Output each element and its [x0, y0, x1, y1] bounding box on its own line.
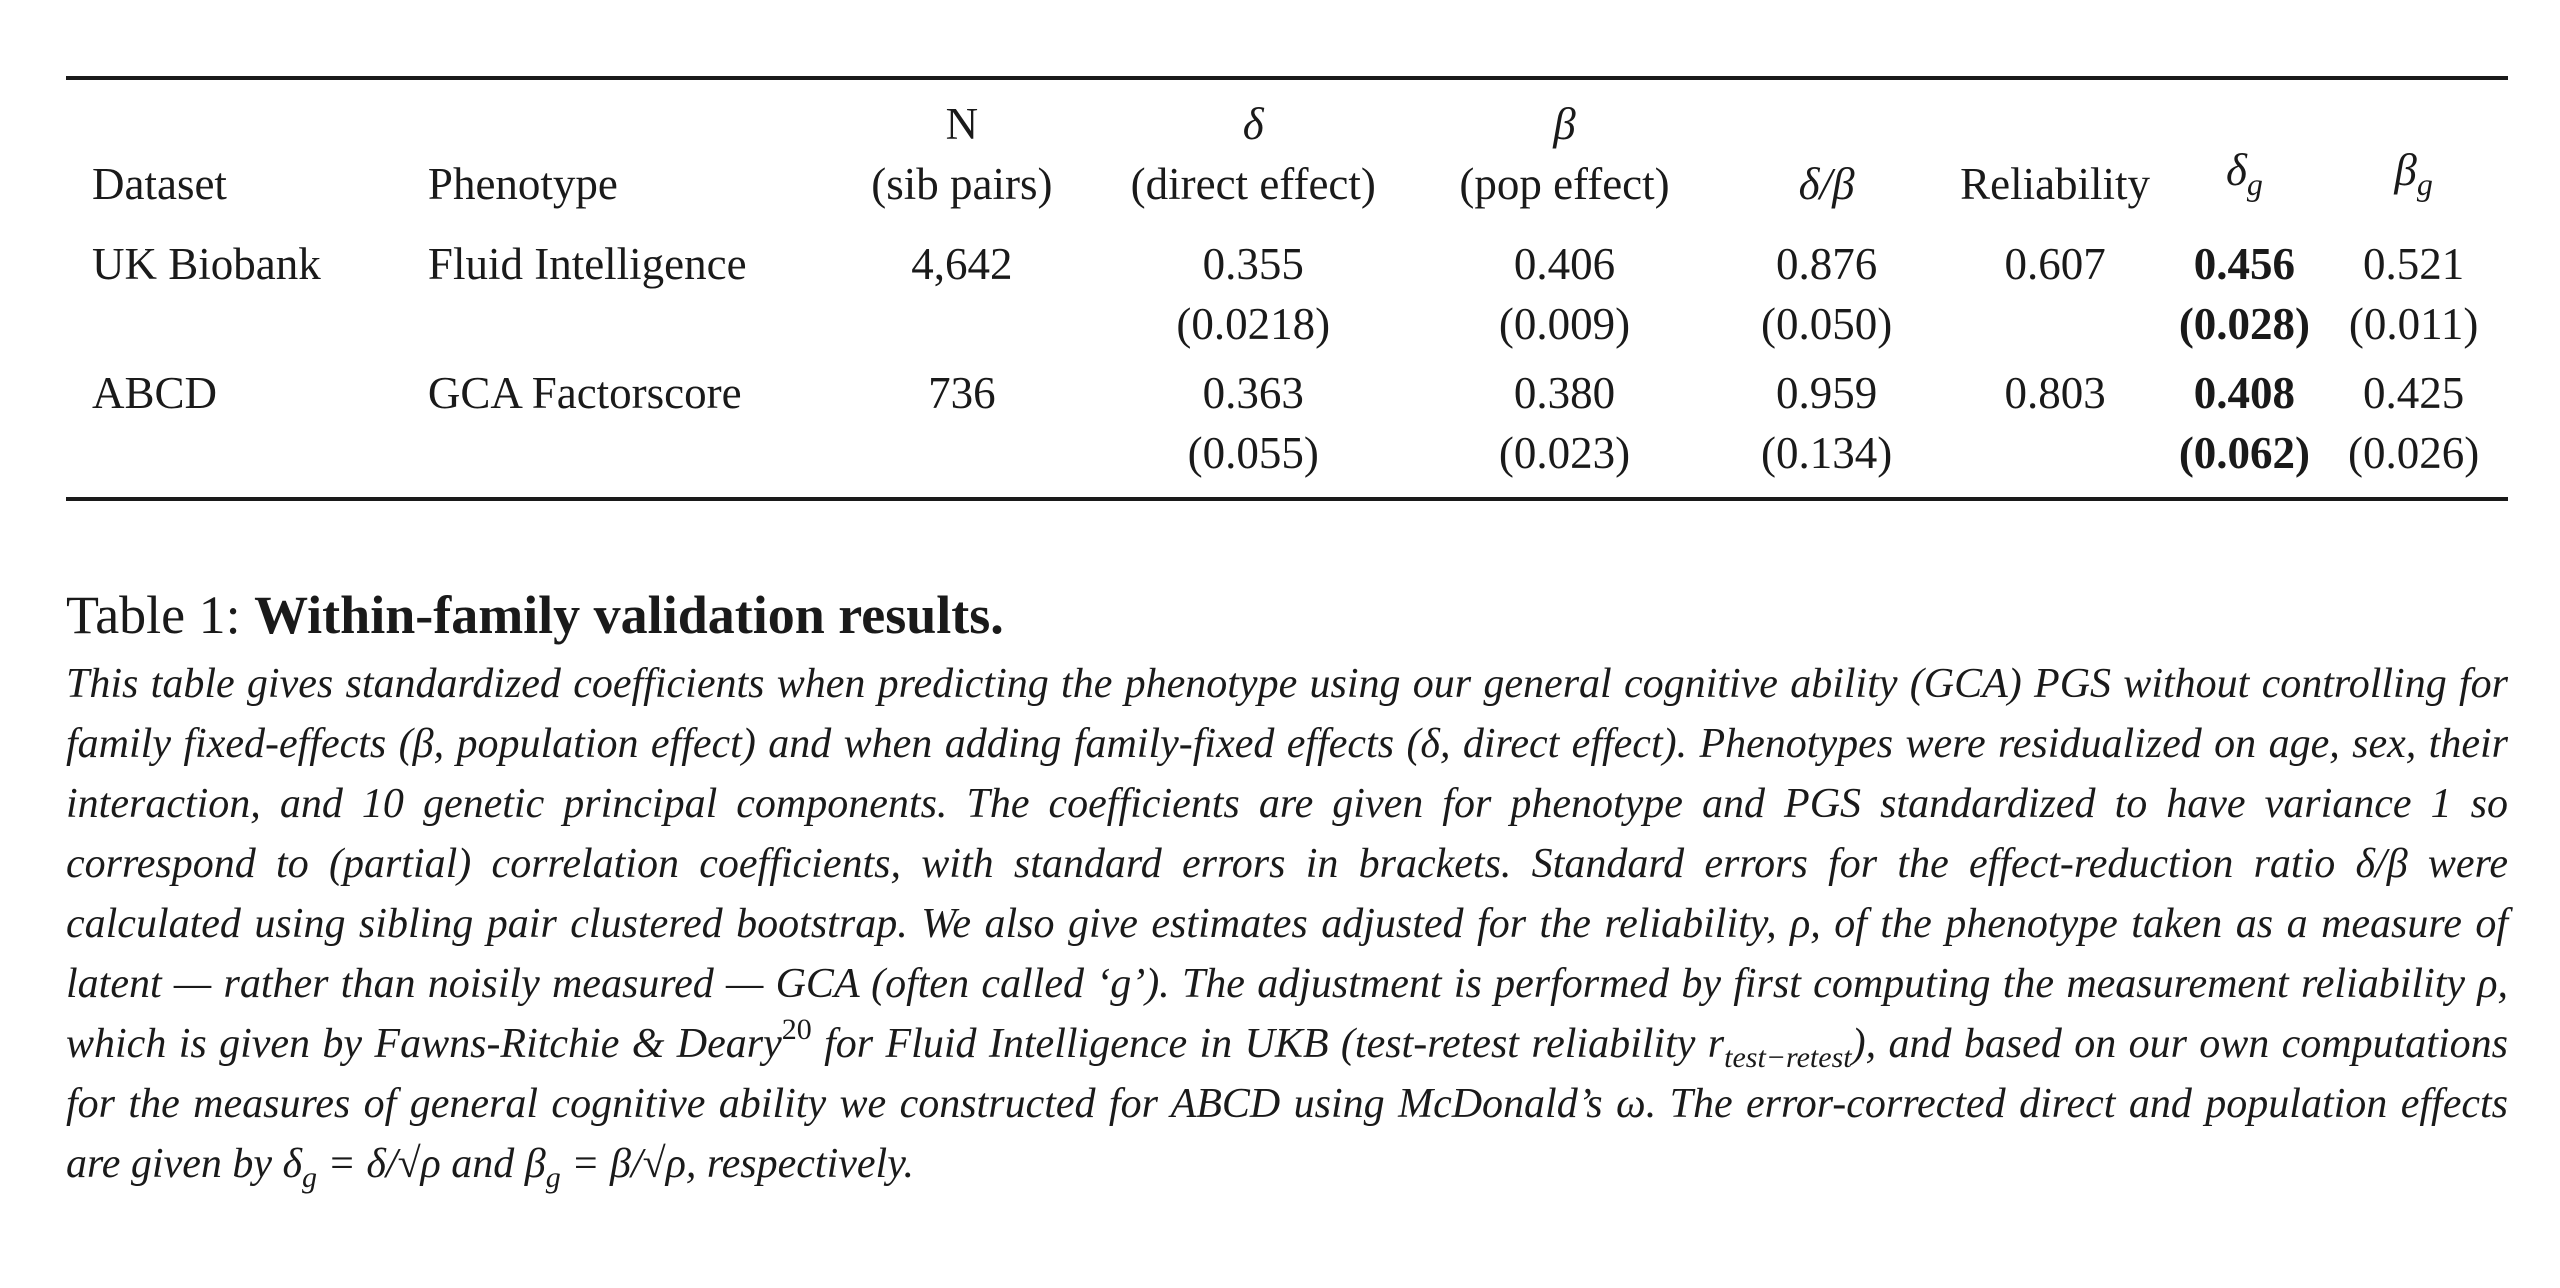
header-dataset: Dataset	[66, 78, 428, 222]
cell-delta-g: 0.408 (0.062)	[2170, 355, 2320, 499]
caption-label: Table 1:	[66, 585, 255, 645]
cell-ratio: 0.876 (0.050)	[1760, 239, 1893, 349]
header-delta: δ (direct effect)	[1090, 78, 1416, 222]
table-row	[66, 355, 2508, 499]
table-header-row	[66, 78, 2508, 222]
cell-n: 736	[834, 355, 1091, 499]
cell-beta: 0.380 (0.023)	[1416, 355, 1712, 499]
cell-delta: 0.355 (0.0218)	[1176, 239, 1331, 349]
caption-body: This table gives standardized coefficients when predicting the phenotype using our general cognitive ability (GCA) PGS without controlling for family fixed-effects (β, population effect) and when adding family-fixed effects (δ, direct effect). Phenotypes were residualized on age, sex, their interaction, and 10 genetic principal components. The coefficients are given for phenotype and PGS standardized to have variance 1 so correspond to (partial) correlation coefficients, with standard errors in brackets. Standard errors for the effect-reduction ratio δ/β were calculated using sibling pair clustered bootstrap. We also give estimates adjusted for the reliability, ρ, of the phenotype taken as a measure of latent — rather than noisily measured — GCA (often called ‘g’). The adjustment is performed by first computing the measurement reliability ρ, which is given by Fawns-Ritchie & Deary$^{20}$ for Fluid Intelligence in UKB (test-retest reliability $r_{test-retest}$), and based on our own computations for the measures of general cognitive ability we constructed for ABCD using McDonald’s ω. The error-corrected direct and population effects are given by $\delta_g = \delta/√\rho$ and $\beta_g = \beta/√\rho$, respectively.	[66, 661, 2508, 1194]
cell-phenotype: GCA Factorscore	[428, 355, 834, 499]
caption-heading: Within-family validation results.	[254, 585, 1004, 645]
header-beta: β (pop effect)	[1416, 78, 1712, 222]
header-ratio: δ/β	[1713, 78, 1941, 222]
results-table	[66, 76, 2508, 501]
cell-dataset: ABCD	[66, 355, 428, 499]
cell-beta-g: 0.425 (0.026)	[2319, 355, 2508, 499]
citation-ref[interactable]: 20	[781, 1013, 812, 1046]
table-row	[66, 222, 2508, 355]
cell-ratio: 0.959 (0.134)	[1713, 355, 1941, 499]
header-n: N (sib pairs)	[834, 78, 1091, 222]
cell-n: 4,642	[911, 239, 1013, 289]
cell-beta: 0.406 (0.009)	[1498, 239, 1631, 349]
cell-beta-g: 0.521 (0.011)	[2348, 239, 2479, 349]
header-phenotype: Phenotype	[428, 78, 834, 222]
header-beta-g: $\beta_g$	[2319, 78, 2508, 222]
cell-reliability: 0.607	[2004, 239, 2106, 289]
cell-reliability: 0.803	[1941, 355, 2170, 499]
cell-delta: 0.363 (0.055)	[1090, 355, 1416, 499]
header-delta-g: $\delta_g$	[2170, 78, 2320, 222]
caption-title	[66, 580, 2508, 650]
table-caption	[66, 580, 2508, 1194]
cell-phenotype: Fluid Intelligence	[427, 239, 747, 289]
cell-dataset: UK Biobank	[92, 239, 321, 289]
cell-delta-g: 0.456 (0.028)	[2178, 239, 2311, 349]
header-reliability: Reliability	[1941, 78, 2170, 222]
